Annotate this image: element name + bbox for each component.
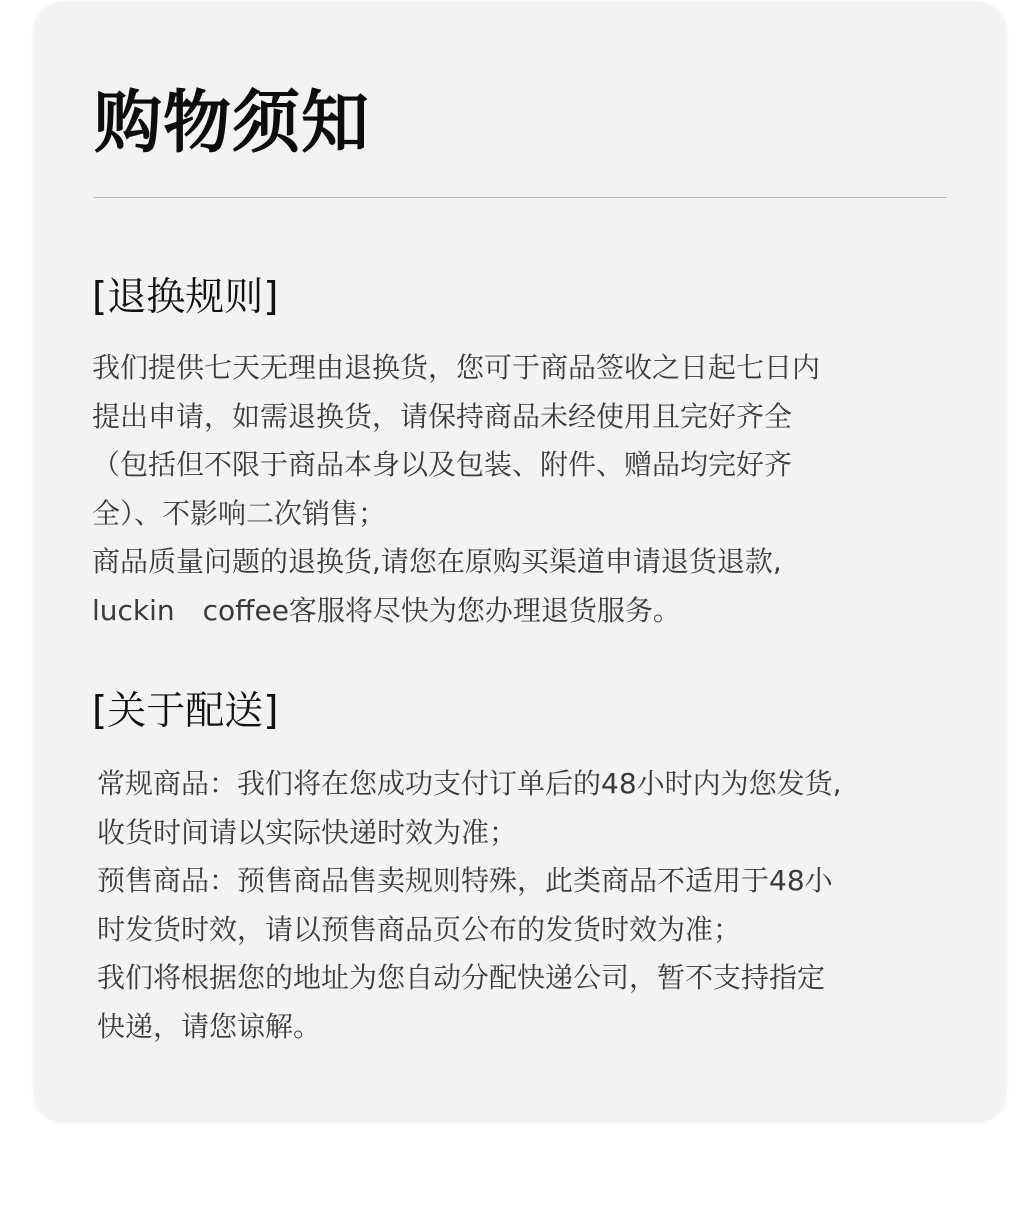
returns-section — [92, 272, 952, 635]
returns-line: 我们提供七天无理由退换货，您可于商品签收之日起七日内 — [92, 351, 821, 384]
delivery-line: 收货时间请以实际快递时效为准； — [97, 815, 518, 849]
returns-heading: [退换规则] — [92, 275, 279, 320]
returns-line: 提出申请，如需退换货，请保持商品未经使用且完好齐全 — [92, 399, 793, 433]
title-divider — [94, 197, 947, 198]
shopping-notice-card — [34, 2, 1006, 1122]
returns-text — [92, 344, 952, 635]
delivery-line: 快递，请您谅解。 — [97, 1009, 322, 1043]
returns-line: luckin coffee客服将尽快为您办理退货服务。 — [92, 593, 681, 627]
delivery-line: 时发货时效，请以预售商品页公布的发货时效为准； — [97, 912, 742, 946]
delivery-section — [92, 686, 952, 1051]
page-title: 购物须知 — [94, 84, 371, 163]
returns-line: 全）、不影响二次销售； — [92, 496, 387, 530]
delivery-line: 预售商品：预售商品售卖规则特殊，此类商品不适用于48小 — [97, 864, 833, 897]
returns-line: 商品质量问题的退换货,请您在原购买渠道申请退货退款, — [92, 545, 782, 578]
delivery-line: 常规商品：我们将在您成功支付订单后的48小时内为您发货, — [97, 767, 842, 800]
delivery-text — [92, 760, 952, 1051]
delivery-heading: [关于配送] — [92, 689, 279, 734]
delivery-line: 我们将根据您的地址为您自动分配快递公司，暂不支持指定 — [97, 961, 826, 994]
returns-line: （包括但不限于商品本身以及包装、附件、赠品均完好齐 — [92, 448, 793, 481]
